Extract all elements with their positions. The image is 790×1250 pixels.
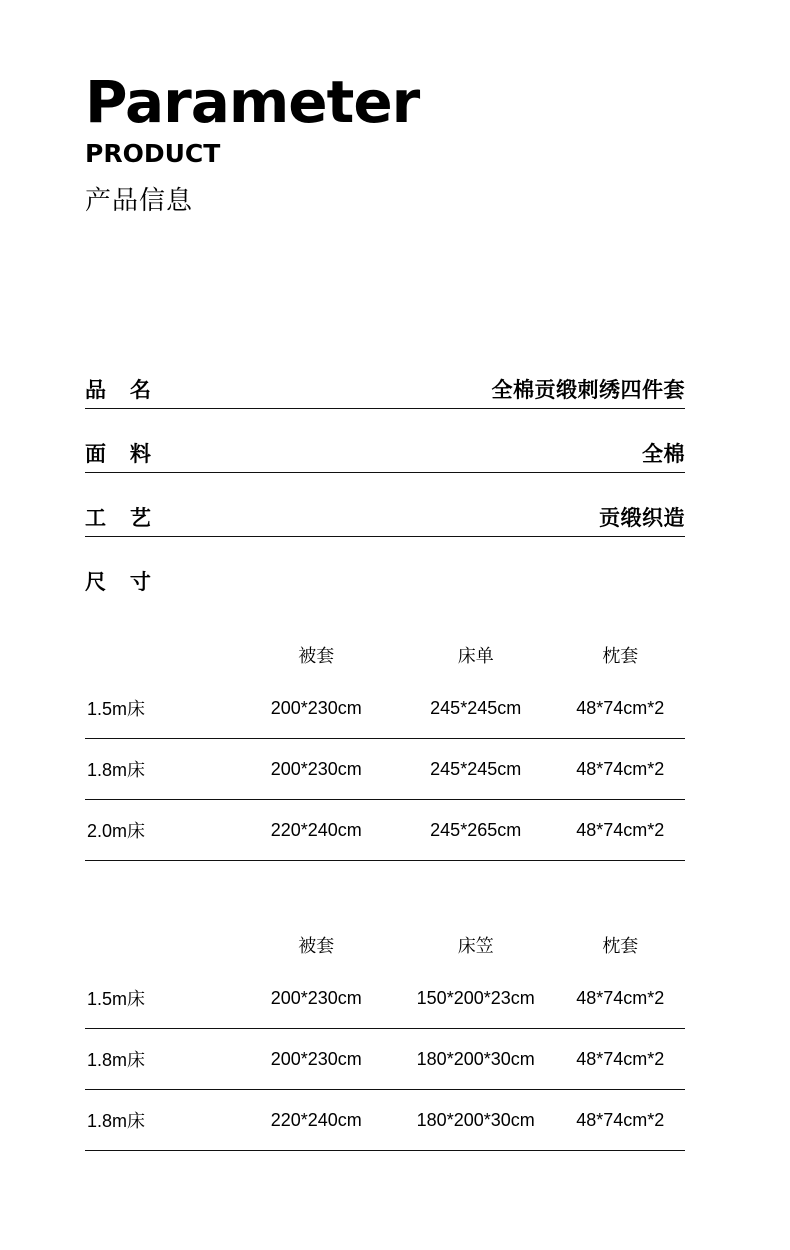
cell-bed-size: 1.5m床 (87, 989, 146, 1009)
table-header-row (85, 922, 685, 968)
cell-duvet-cover: 200*230cm (270, 697, 362, 718)
cell-duvet-cover: 200*230cm (270, 758, 362, 779)
size-table-fitted-sheet (85, 922, 685, 1151)
table-row (85, 739, 685, 800)
cell-pillowcase: 48*74cm*2 (576, 987, 665, 1008)
cell-bed-sheet: 245*245cm (430, 758, 522, 779)
cell-bed-sheet: 245*245cm (430, 697, 522, 718)
page-title: Parameter (85, 68, 420, 136)
column-header-duvet-cover: 被套 (298, 936, 335, 956)
spec-value: 全棉 (642, 443, 685, 466)
table-row (85, 678, 685, 739)
cell-duvet-cover: 220*240cm (270, 1109, 362, 1130)
cell-pillowcase: 48*74cm*2 (576, 1109, 665, 1130)
table-row (85, 968, 685, 1029)
table-row (85, 1029, 685, 1090)
column-header-duvet-cover: 被套 (298, 646, 335, 666)
cell-pillowcase: 48*74cm*2 (576, 758, 665, 779)
cell-bed-size: 1.8m床 (87, 1111, 146, 1131)
spec-label: 工 艺 (85, 507, 160, 530)
cell-pillowcase: 48*74cm*2 (576, 819, 665, 840)
spec-row-product-name (85, 362, 685, 409)
spec-value: 贡缎织造 (599, 507, 685, 530)
column-header-bed-sheet: 床单 (457, 646, 494, 666)
cell-bed-size: 1.8m床 (87, 1050, 146, 1070)
page-title-chinese: 产品信息 (85, 185, 194, 216)
spec-row-size (85, 554, 685, 600)
table-header-row (85, 632, 685, 678)
spec-value: 全棉贡缎刺绣四件套 (491, 379, 685, 402)
cell-fitted-sheet: 150*200*23cm (416, 987, 535, 1008)
table-row (85, 800, 685, 861)
spec-row-craft (85, 490, 685, 537)
size-table-bedsheet (85, 632, 685, 861)
spec-label: 品 名 (85, 379, 160, 402)
page-header (85, 68, 420, 217)
spec-list (85, 362, 685, 600)
column-header-pillowcase: 枕套 (602, 936, 639, 956)
cell-duvet-cover: 200*230cm (270, 1048, 362, 1069)
column-header-pillowcase: 枕套 (602, 646, 639, 666)
cell-fitted-sheet: 180*200*30cm (416, 1048, 535, 1069)
cell-pillowcase: 48*74cm*2 (576, 1048, 665, 1069)
cell-duvet-cover: 200*230cm (270, 987, 362, 1008)
cell-bed-size: 1.5m床 (87, 699, 146, 719)
cell-pillowcase: 48*74cm*2 (576, 697, 665, 718)
spec-label: 面 料 (85, 443, 160, 466)
cell-duvet-cover: 220*240cm (270, 819, 362, 840)
column-header-fitted-sheet: 床笠 (457, 936, 494, 956)
page-subtitle: PRODUCT (85, 138, 221, 168)
spec-row-material (85, 426, 685, 473)
cell-bed-sheet: 245*265cm (430, 819, 522, 840)
cell-bed-size: 2.0m床 (87, 821, 146, 841)
table-row (85, 1090, 685, 1151)
cell-bed-size: 1.8m床 (87, 760, 146, 780)
cell-fitted-sheet: 180*200*30cm (416, 1109, 535, 1130)
spec-label: 尺 寸 (85, 571, 160, 594)
